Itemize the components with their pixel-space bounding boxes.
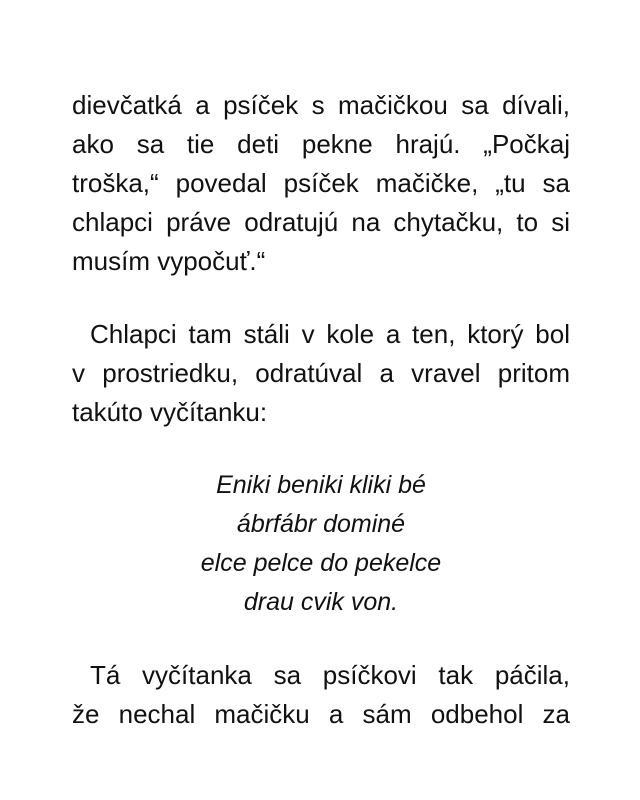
text-line: troška,“ povedal psíček mačičke, „tu sa (72, 168, 570, 198)
text-line: Chlapci tam stáli v kole a ten, ktorý bol (90, 319, 570, 349)
paragraph-gap (72, 281, 570, 315)
paragraph-3 (72, 656, 570, 734)
paragraph-gap (72, 622, 570, 656)
text-line: musím vypočuť.“ (72, 246, 266, 276)
rhyme-line: ábrfábr dominé (236, 510, 406, 538)
text-line: Tá vyčítanka sa psíčkovi tak páčila, (90, 660, 570, 690)
text-line: že nechal mačičku a sám odbehol za (72, 699, 570, 729)
text-line: v prostriedku, odratúval a vravel pritom (72, 358, 570, 388)
text-line: ako sa tie deti pekne hrajú. „Počkaj (72, 129, 570, 159)
rhyme-line: drau cvik von. (243, 588, 399, 616)
paragraph-gap (72, 432, 570, 466)
text-line: chlapci práve odratujú na chytačku, to si (72, 207, 570, 237)
rhyme-line: elce pelce do pekelce (200, 549, 442, 577)
paragraph-1 (72, 86, 570, 281)
story-page (72, 86, 570, 734)
counting-rhyme (72, 466, 570, 622)
text-line: takúto vyčítanku: (72, 397, 268, 427)
rhyme-line: Eniki beniki kliki bé (216, 471, 426, 499)
text-line: dievčatká a psíček s mačičkou sa dívali, (72, 90, 570, 120)
paragraph-2 (72, 315, 570, 432)
